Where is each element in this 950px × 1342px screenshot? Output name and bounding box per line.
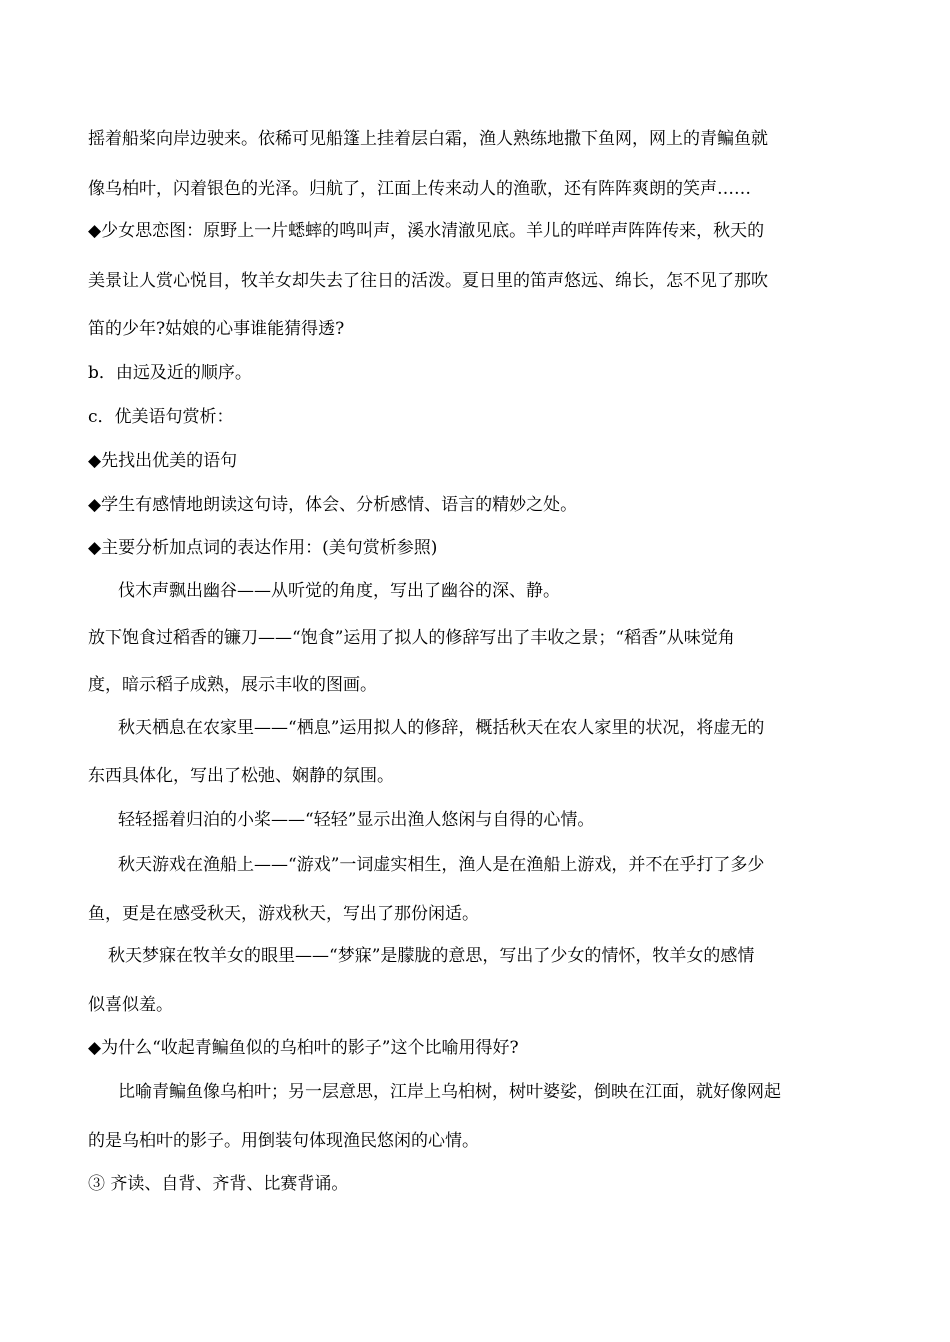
text-line: 摇着船桨向岸边驶来。依稀可见船篷上挂着层白霜，渔人熟练地撒下鱼网，网上的青鳊鱼就	[88, 129, 768, 149]
text-line: ◆先找出优美的语句	[88, 451, 238, 471]
text-line: 笛的少年?姑娘的心事谁能猜得透?	[88, 319, 345, 339]
text-line: c．优美语句赏析：	[88, 407, 234, 427]
text-line: ◆主要分析加点词的表达作用：(美句赏析参照)	[88, 538, 438, 558]
text-line: 秋天游戏在渔船上——“游戏”一词虚实相生，渔人是在渔船上游戏，并不在乎打了多少	[118, 855, 765, 875]
text-line: 美景让人赏心悦目，牧羊女却失去了往日的活泼。夏日里的笛声悠远、绵长，怎不见了那吹	[88, 271, 768, 291]
text-line: 秋天梦寐在牧羊女的眼里——“梦寐”是朦胧的意思，写出了少女的情怀，牧羊女的感情	[108, 946, 755, 966]
text-line: ③ 齐读、自背、齐背、比赛背诵。	[88, 1174, 349, 1194]
text-line: 的是乌桕叶的影子。用倒装句体现渔民悠闲的心情。	[88, 1131, 479, 1151]
text-line: 像乌柏叶，闪着银色的光泽。归航了，江面上传来动人的渔歌，还有阵阵爽朗的笑声……	[88, 179, 751, 199]
text-line: 秋天栖息在农家里——“栖息”运用拟人的修辞，概括秋天在农人家里的状况，将虚无的	[118, 718, 765, 738]
text-line: 度，暗示稻子成熟，展示丰收的图画。	[88, 675, 377, 695]
text-line: 鱼，更是在感受秋天，游戏秋天，写出了那份闲适。	[88, 904, 479, 924]
text-line: ◆学生有感情地朗读这句诗，体会、分析感情、语言的精妙之处。	[88, 495, 578, 515]
text-line: 伐木声飘出幽谷——从听觉的角度，写出了幽谷的深、静。	[118, 581, 560, 601]
text-line: 东西具体化，写出了松弛、娴静的氛围。	[88, 766, 394, 786]
text-line: ◆为什么“收起青鳊鱼似的乌桕叶的影子”这个比喻用得好?	[88, 1038, 519, 1058]
text-line: ◆少女思恋图：原野上一片蟋蟀的鸣叫声，溪水清澈见底。羊儿的咩咩声阵阵传来，秋天的	[88, 221, 765, 241]
text-line: 轻轻摇着归泊的小桨——“轻轻”显示出渔人悠闲与自得的心情。	[118, 810, 595, 830]
text-line: 比喻青鳊鱼像乌桕叶；另一层意思，江岸上乌桕树，树叶婆娑，倒映在江面，就好像网起	[118, 1082, 781, 1102]
text-line: 似喜似羞。	[88, 995, 173, 1015]
text-line: 放下饱食过稻香的镰刀——“饱食”运用了拟人的修辞写出了丰收之景；“稻香”从味觉角	[88, 628, 735, 648]
text-line: b．由远及近的顺序。	[88, 363, 252, 383]
